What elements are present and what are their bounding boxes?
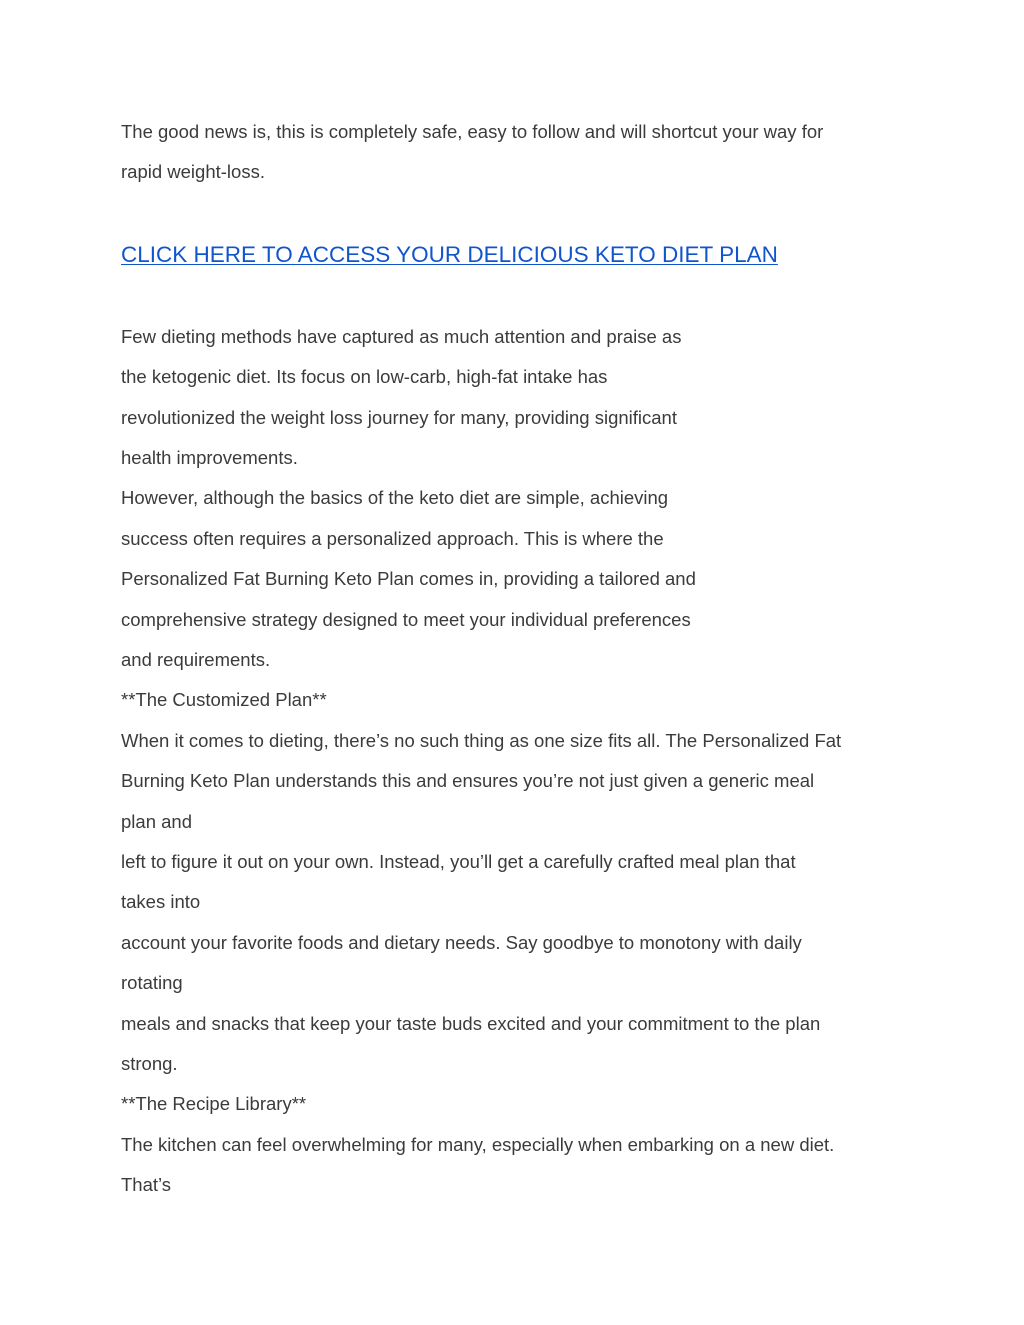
section-heading-recipe-library: **The Recipe Library**	[121, 1093, 307, 1114]
body-line: The kitchen can feel overwhelming for many, especially when embarking on a new diet.	[121, 1134, 835, 1155]
body-line: Burning Keto Plan understands this and ensures you’re not just given a generic meal	[121, 770, 815, 791]
body-line: Few dieting methods have captured as much attention and praise as	[121, 326, 682, 347]
keto-diet-plan-link[interactable]: CLICK HERE TO ACCESS YOUR DELICIOUS KETO DIET PLAN	[121, 242, 778, 267]
body-line: However, although the basics of the keto diet are simple, achieving	[121, 487, 669, 508]
body-line: success often requires a personalized approach. This is where the	[121, 528, 664, 549]
body-line: and requirements.	[121, 649, 271, 670]
body-line: the ketogenic diet. Its focus on low-carb, high-fat intake has	[121, 366, 608, 387]
body-line: Personalized Fat Burning Keto Plan comes in, providing a tailored and	[121, 568, 696, 589]
section-heading-customized-plan: **The Customized Plan**	[121, 689, 327, 710]
body-line: health improvements.	[121, 447, 298, 468]
intro-line-2: rapid weight-loss.	[121, 161, 265, 182]
body-line: left to figure it out on your own. Instead, you’ll get a carefully crafted meal plan that	[121, 851, 796, 872]
body-line: revolutionized the weight loss journey for many, providing significant	[121, 407, 677, 428]
body-line: takes into	[121, 891, 201, 912]
body-line: rotating	[121, 972, 183, 993]
body-line: meals and snacks that keep your taste buds excited and your commitment to the plan	[121, 1013, 821, 1034]
intro-line-1: The good news is, this is completely safe, easy to follow and will shortcut your way for	[121, 121, 824, 142]
body-line: That’s	[121, 1174, 172, 1195]
body-line: When it comes to dieting, there’s no such thing as one size fits all. The Personalized Fat	[121, 730, 842, 751]
body-line: comprehensive strategy designed to meet your individual preferences	[121, 609, 691, 630]
body-line: account your favorite foods and dietary needs. Say goodbye to monotony with daily	[121, 932, 802, 953]
body-line: strong.	[121, 1053, 178, 1074]
body-line: plan and	[121, 811, 192, 832]
